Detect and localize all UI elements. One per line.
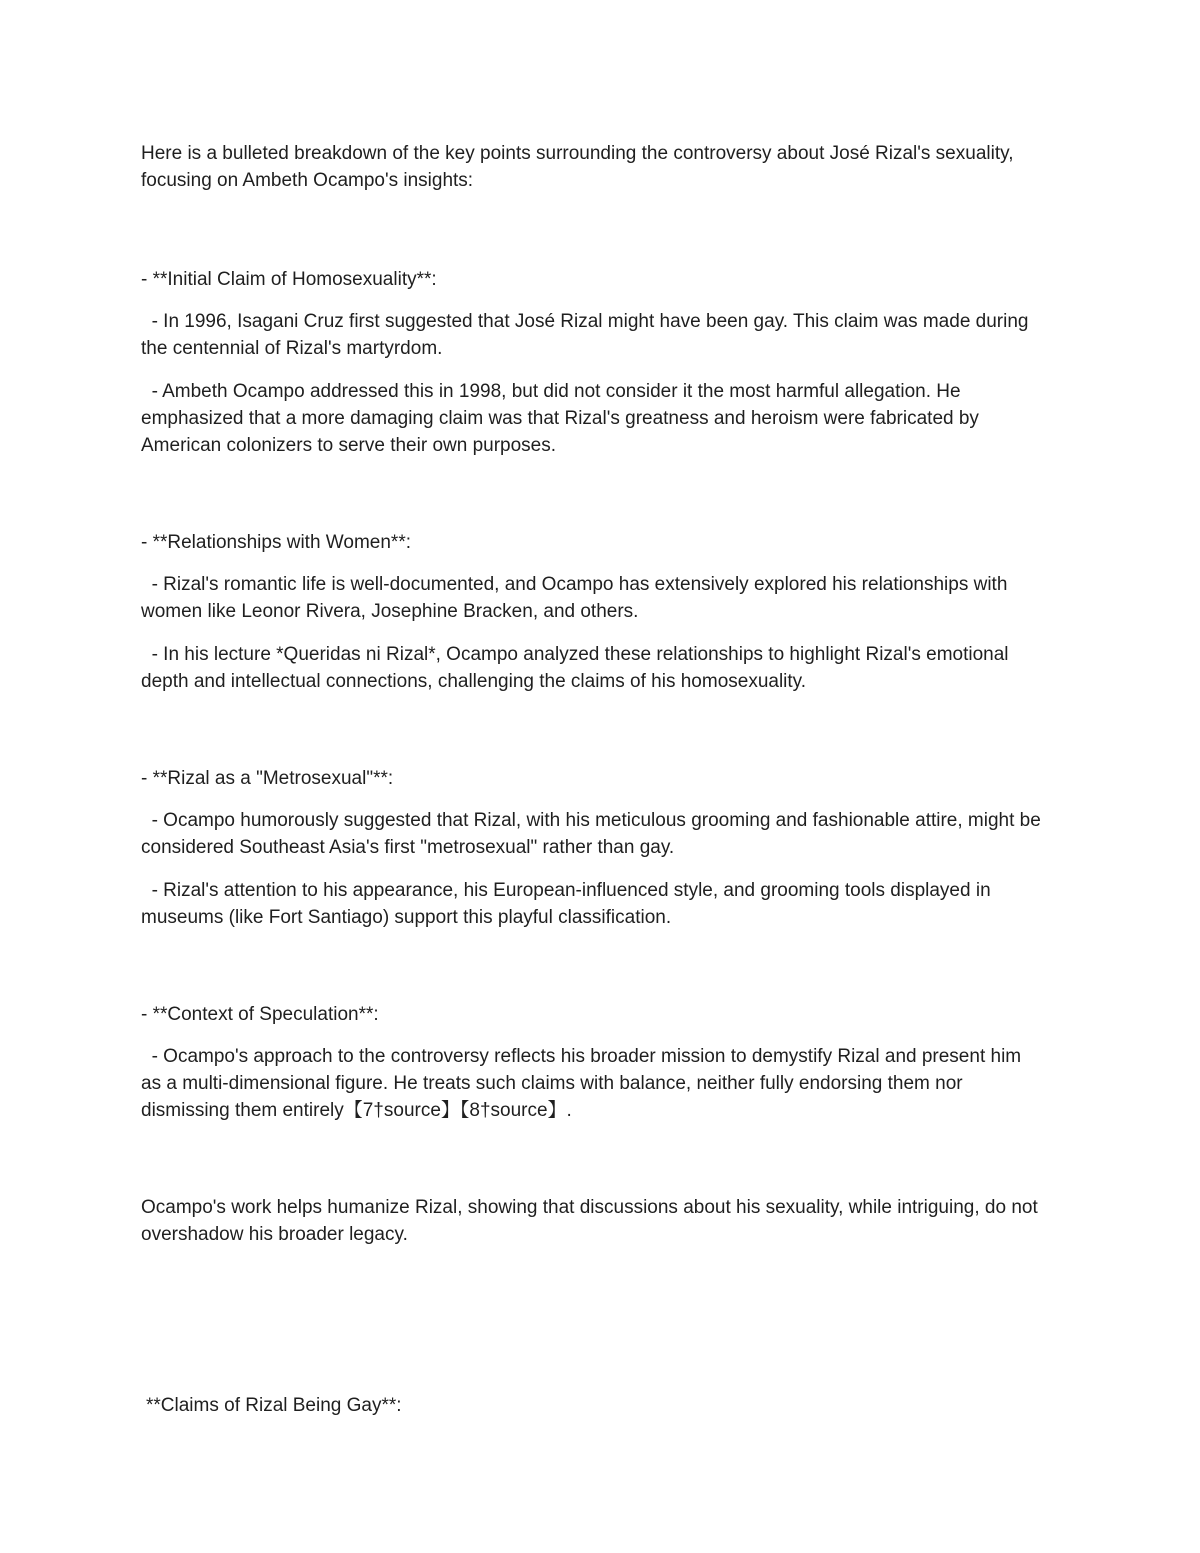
list-item: - In 1996, Isagani Cruz first suggested that José Rizal might have been gay. This claim was made during the centennial of Rizal's martyrdom. bbox=[141, 311, 1034, 359]
section-heading-context: - **Context of Speculation**: bbox=[141, 1004, 379, 1025]
document-body bbox=[141, 140, 1047, 1419]
list-item: - Ocampo humorously suggested that Rizal, with his meticulous grooming and fashionable attire, might be considered Southeast Asia's first "metrosexual" rather than gay. bbox=[141, 810, 1047, 858]
section-heading-initial-claim: - **Initial Claim of Homosexuality**: bbox=[141, 269, 437, 290]
list-item: - Ambeth Ocampo addressed this in 1998, but did not consider it the most harmful allegation. He emphasized that a more damaging claim was that Rizal's greatness and heroism were fabricated by American colonizers to serve their own purposes. bbox=[141, 381, 984, 456]
final-heading: **Claims of Rizal Being Gay**: bbox=[146, 1395, 402, 1416]
intro-paragraph: Here is a bulleted breakdown of the key points surrounding the controversy about José Rizal's sexuality, focusing on Ambeth Ocampo's insights: bbox=[141, 143, 1019, 191]
list-item: - Rizal's romantic life is well-documented, and Ocampo has extensively explored his relationships with women like Leonor Rivera, Josephine Bracken, and others. bbox=[141, 574, 1013, 622]
list-item: - In his lecture *Queridas ni Rizal*, Ocampo analyzed these relationships to highlight Rizal's emotional depth and intellectual connections, challenging the claims of his homosexuality. bbox=[141, 644, 1014, 692]
list-item: - Ocampo's approach to the controversy reflects his broader mission to demystify Rizal and present him as a multi-dimensional figure. He treats such claims with balance, neither fully endorsing them nor dismissing them entirely【7†source】【8†source】. bbox=[141, 1046, 1027, 1121]
section-heading-metrosexual: - **Rizal as a "Metrosexual"**: bbox=[141, 768, 394, 789]
section-heading-relationships: - **Relationships with Women**: bbox=[141, 532, 411, 553]
list-item: - Rizal's attention to his appearance, his European-influenced style, and grooming tools displayed in museums (like Fort Santiago) support this playful classification. bbox=[141, 880, 996, 928]
conclusion-paragraph: Ocampo's work helps humanize Rizal, showing that discussions about his sexuality, while intriguing, do not overshadow his broader legacy. bbox=[141, 1197, 1044, 1245]
